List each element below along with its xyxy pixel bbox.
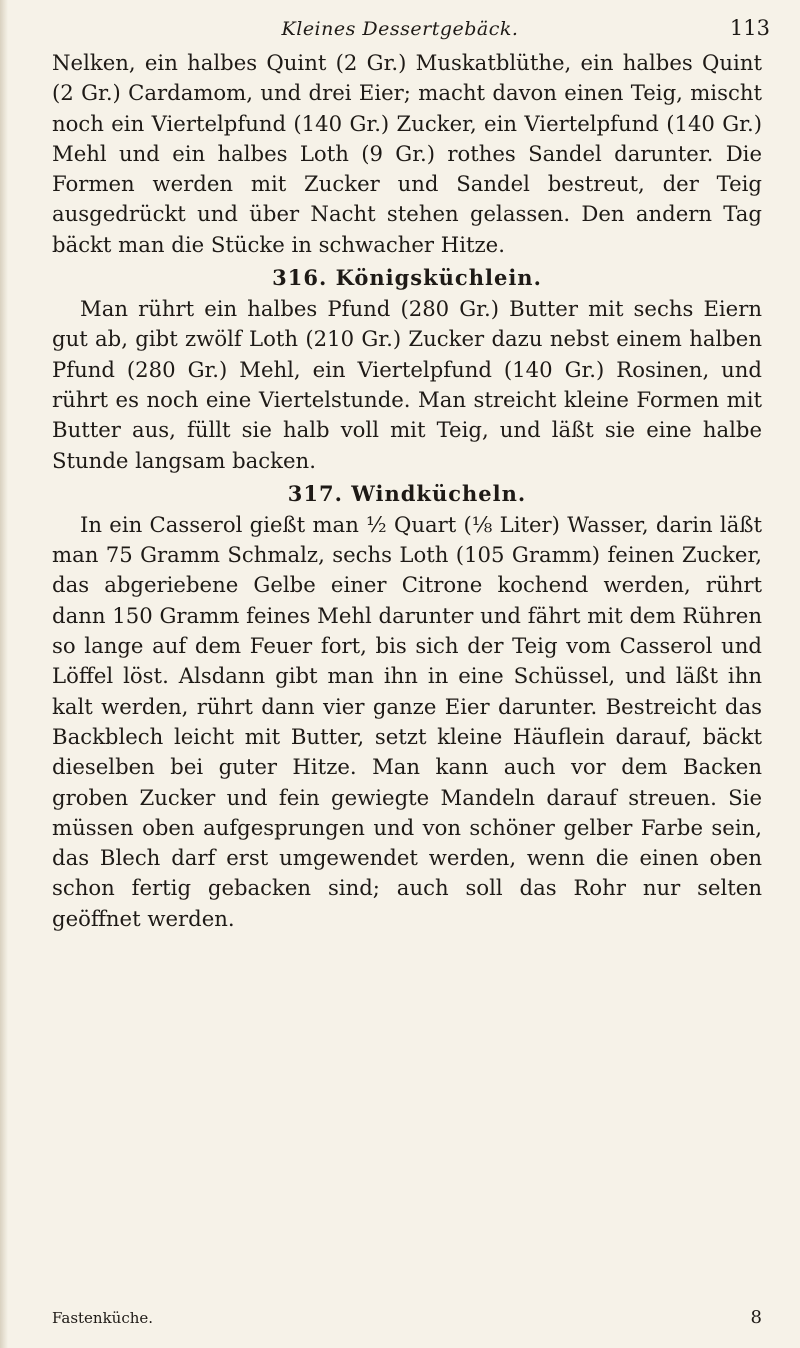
page-footer [52, 1305, 762, 1331]
running-head: Kleines Dessertgebäck. [281, 18, 519, 40]
page-header [0, 14, 800, 44]
sheet-number: 8 [750, 1307, 762, 1328]
recipe-heading-koenigskuechlein: 316. Königsküchlein. [272, 265, 542, 291]
signature-mark: Fastenküche. [52, 1309, 154, 1327]
recipe-heading-windkuecheln: 317. Windkücheln. [287, 480, 527, 506]
page-body [52, 48, 762, 934]
page-gutter-shadow [0, 0, 8, 1348]
recipe-text-koenigskuechlein: Man rührt ein halbes Pfund (280 Gr.) Butter mit sechs Eiern gut ab, gibt zwölf Loth (210 Gr.) Zucker dazu nebst einem halben Pfund (280 Gr.) Mehl, ein Viertelpfund (140 Gr.) Rosinen, und rührt es noch eine Viertelstunde. Man streicht kleine Formen mit Butter aus, füllt sie halb voll mit Teig, und läßt sie eine halbe Stunde langsam backen. [52, 296, 762, 473]
continued-recipe-text: Nelken, ein halbes Quint (2 Gr.) Muskatblüthe, ein halbes Quint (2 Gr.) Cardamom, und drei Eier; macht davon einen Teig, mischt noch ein Viertelpfund (140 Gr.) Zucker, ein Viertelpfund (140 Gr.) Mehl und ein halbes Loth (9 Gr.) rothes Sandel darunter. Die Formen werden mit Zucker und Sandel bestreut, der Teig ausgedrückt und über Nacht stehen gelassen. Den andern Tag bäckt man die Stücke in schwacher Hitze. [52, 50, 762, 257]
recipe-text-windkuecheln: In ein Casserol gießt man ½ Quart (⅛ Liter) Wasser, darin läßt man 75 Gramm Schmalz, sechs Loth (105 Gramm) feinen Zucker, das abgeriebene Gelbe einer Citrone kochend werden, rührt dann 150 Gramm feines Mehl darunter und fährt mit dem Rühren so lange auf dem Feuer fort, bis sich der Teig vom Casserol und Löffel löst. Alsdann gibt man ihn in eine Schüssel, und läßt ihn kalt werden, rührt dann vier ganze Eier darunter. Bestreicht das Backblech leicht mit Butter, setzt kleine Häuflein darauf, bäckt dieselben bei guter Hitze. Man kann auch vor dem Backen groben Zucker und fein gewiegte Mandeln darauf streuen. Sie müssen oben aufgesprungen und von schöner gelber Farbe sein, das Blech darf erst umgewendet werden, wenn die einen oben schon fertig gebacken sind; auch soll das Rohr nur selten geöffnet werden. [52, 511, 762, 931]
page-number: 113 [729, 16, 770, 40]
